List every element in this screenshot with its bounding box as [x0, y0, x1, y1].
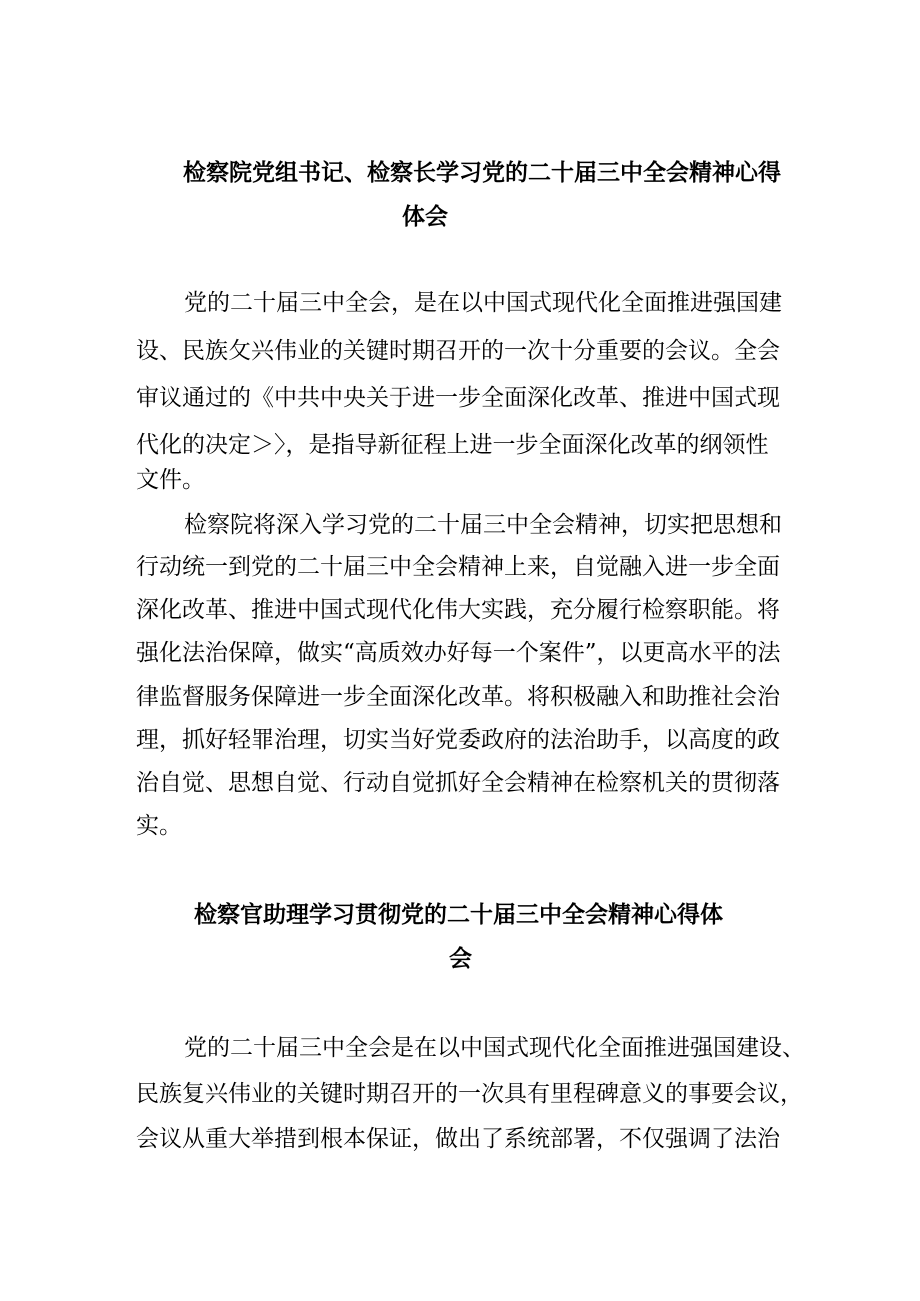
- paragraph-line: 审议通过的《中共中央关于进一步全面深化改革、推进中国式现: [136, 385, 780, 411]
- section-title-continued: 会: [449, 945, 472, 972]
- paragraph-line: 实。: [136, 813, 182, 839]
- section-title: 检察官助理学习贯彻党的二十届三中全会精神心得体: [194, 901, 723, 928]
- paragraph-line: 民族复兴伟业的关键时期召开的一次具有里程碑意义的事要会议，: [136, 1081, 803, 1107]
- paragraph-line: 党的二十届三中全会，是在以中国式现代化全面推进强国建: [184, 290, 782, 316]
- paragraph-line: 强化法治保障，做实“高质效办好每一个案件”，以更高水平的法: [136, 640, 781, 666]
- paragraph-line: 深化改革、推进中国式现代化伟大实践，充分履行检察职能。将: [136, 597, 780, 623]
- paragraph-line: 理，抓好轻罪治理，切实当好党委政府的法治助手，以高度的政: [136, 727, 780, 753]
- paragraph-line: 党的二十届三中全会是在以中国式现代化全面推进强国建设、: [184, 1035, 805, 1061]
- section-title: 检察院党组书记、检察长学习党的二十届三中全会精神心得: [183, 159, 781, 186]
- paragraph-line: 律监督服务保障进一步全面深化改革。将积极融入和助推社会治: [136, 684, 780, 710]
- paragraph-line: 检察院将深入学习党的二十届三中全会精神，切实把思想和: [184, 512, 782, 538]
- paragraph-line: 设、民族攵兴伟业的关键时期召开的一次十分重要的会议。全会: [136, 338, 780, 364]
- paragraph-line: 治自觉、思想自觉、行动自觉抓好全会精神在检察机关的贯彻落: [136, 770, 780, 796]
- paragraph-line: 会议从重大举措到根本保证，做出了系统部署，不仅强调了法治: [136, 1126, 780, 1152]
- paragraph-line: 行动统一到党的二十届三中全会精神上来，自觉融入进一步全面: [136, 554, 780, 580]
- section-title-continued: 体会: [402, 203, 448, 230]
- paragraph-line: 文件。: [136, 467, 205, 493]
- paragraph-line: 代化的决定＞〉，是指导新征程上进一步全面深化改革的纲领性: [136, 432, 769, 458]
